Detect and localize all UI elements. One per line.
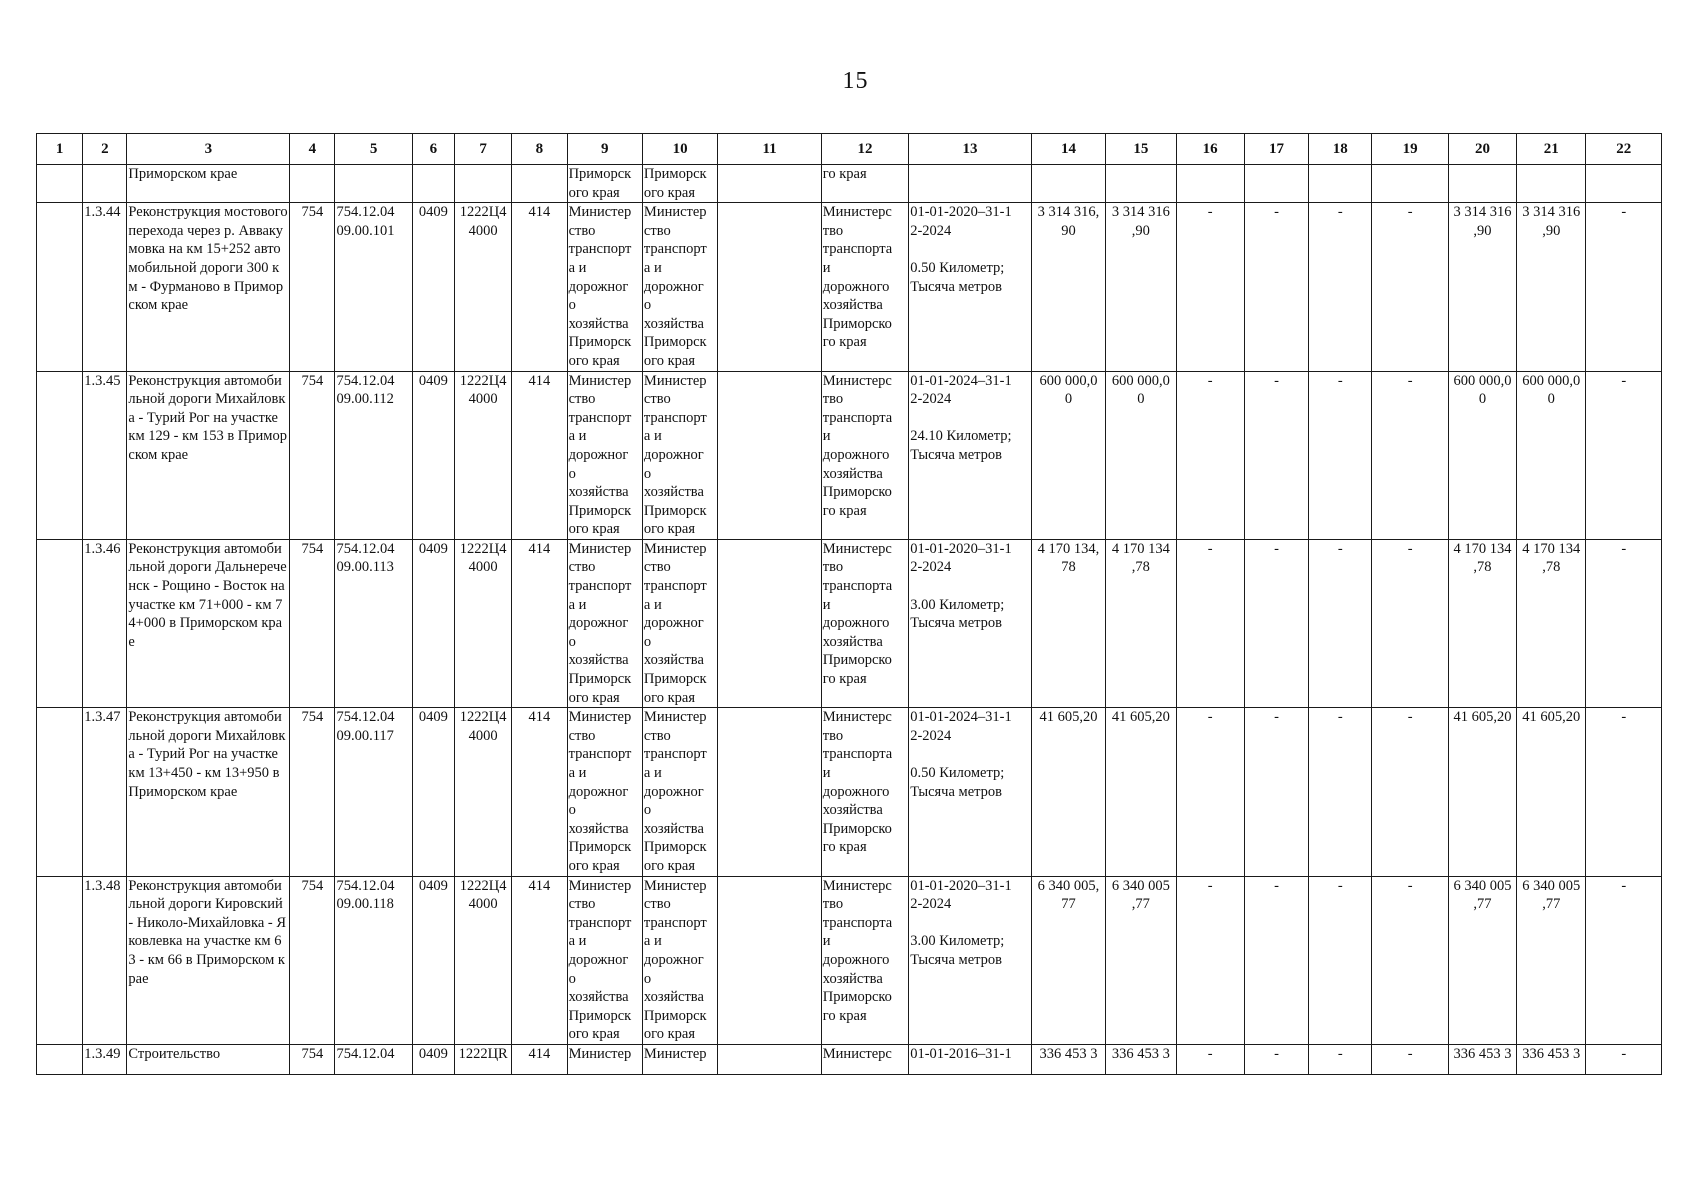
cell-c15: 336 453 3 <box>1106 1044 1176 1074</box>
cell-c21: 4 170 134 ,78 <box>1517 539 1586 707</box>
cell-c19 <box>1372 165 1448 203</box>
cell-c15: 600 000,0 0 <box>1106 371 1176 539</box>
cell-c17: - <box>1244 371 1308 539</box>
cell-c15: 3 314 316 ,90 <box>1106 203 1176 371</box>
cell-c20: 4 170 134 ,78 <box>1448 539 1516 707</box>
cell-c16: - <box>1176 708 1244 876</box>
cell-c2: 1.3.46 <box>83 539 127 707</box>
cell-c12: го края <box>821 165 908 203</box>
cell-c12: Министерс тво транспорта и дорожного хозяйства Приморско го края <box>821 708 908 876</box>
cell-c14: 3 314 316, 90 <box>1031 203 1105 371</box>
column-header-20: 20 <box>1448 134 1516 165</box>
cell-c19: - <box>1372 203 1448 371</box>
cell-c14: 41 605,20 <box>1031 708 1105 876</box>
cell-c21: 600 000,0 0 <box>1517 371 1586 539</box>
cell-c7: 1222Ц4 4000 <box>455 203 512 371</box>
data-table <box>36 133 1662 1075</box>
cell-c11 <box>718 371 822 539</box>
cell-c10: Министер ство транспорт а и дорожног о хозяйства Приморск ого края <box>642 876 717 1044</box>
cell-c4: 754 <box>290 1044 335 1074</box>
cell-c10: Министер ство транспорт а и дорожног о хозяйства Приморск ого края <box>642 708 717 876</box>
column-header-6: 6 <box>412 134 454 165</box>
cell-c14: 4 170 134, 78 <box>1031 539 1105 707</box>
cell-c14: 336 453 3 <box>1031 1044 1105 1074</box>
cell-c5: 754.12.04 09.00.118 <box>335 876 412 1044</box>
cell-c10: Министер ство транспорт а и дорожног о хозяйства Приморск ого края <box>642 539 717 707</box>
cell-c9: Министер ство транспорт а и дорожног о хозяйства Приморск ого края <box>567 876 642 1044</box>
cell-c3: Реконструкция мостового перехода через р. Аввакумовка на км 15+252 автомобильной дороги 300 км - Фурманово в Приморском крае <box>127 203 290 371</box>
cell-c14: 600 000,0 0 <box>1031 371 1105 539</box>
cell-c18: - <box>1309 539 1372 707</box>
cell-c8: 414 <box>512 1044 567 1074</box>
cell-c6 <box>412 165 454 203</box>
cell-c16: - <box>1176 539 1244 707</box>
cell-c11 <box>718 876 822 1044</box>
cell-c9: Министер <box>567 1044 642 1074</box>
cell-c11 <box>718 539 822 707</box>
column-header-11: 11 <box>718 134 822 165</box>
cell-c22: - <box>1586 539 1662 707</box>
cell-c11 <box>718 708 822 876</box>
cell-c20: 3 314 316 ,90 <box>1448 203 1516 371</box>
cell-c20: 600 000,0 0 <box>1448 371 1516 539</box>
cell-c4: 754 <box>290 203 335 371</box>
column-header-17: 17 <box>1244 134 1308 165</box>
cell-c12: Министерс тво транспорта и дорожного хозяйства Приморско го края <box>821 876 908 1044</box>
cell-c20 <box>1448 165 1516 203</box>
cell-c6: 0409 <box>412 203 454 371</box>
column-header-15: 15 <box>1106 134 1176 165</box>
cell-c22: - <box>1586 708 1662 876</box>
cell-c16: - <box>1176 371 1244 539</box>
cell-c16 <box>1176 165 1244 203</box>
column-header-3: 3 <box>127 134 290 165</box>
cell-c4 <box>290 165 335 203</box>
cell-c17: - <box>1244 1044 1308 1074</box>
cell-c4: 754 <box>290 708 335 876</box>
cell-c2: 1.3.47 <box>83 708 127 876</box>
cell-c13: 01-01-2016–31-1 <box>909 1044 1032 1074</box>
cell-c3: Реконструкция автомобильной дороги Дальнереченск - Рощино - Восток на участке км 71+000 - км 74+000 в Приморском крае <box>127 539 290 707</box>
cell-c7: 1222Ц4 4000 <box>455 539 512 707</box>
cell-c19: - <box>1372 371 1448 539</box>
cell-c14 <box>1031 165 1105 203</box>
cell-c6: 0409 <box>412 1044 454 1074</box>
cell-c13: 01-01-2020–31-1 2-2024 3.00 Километр; Тысяча метров <box>909 876 1032 1044</box>
cell-c10: Министер <box>642 1044 717 1074</box>
table-row <box>37 203 1662 371</box>
cell-c16: - <box>1176 1044 1244 1074</box>
cell-c1 <box>37 203 83 371</box>
cell-c18: - <box>1309 708 1372 876</box>
cell-c7: 1222Ц4 4000 <box>455 708 512 876</box>
cell-c17 <box>1244 165 1308 203</box>
cell-c17: - <box>1244 203 1308 371</box>
cell-c17: - <box>1244 876 1308 1044</box>
column-header-18: 18 <box>1309 134 1372 165</box>
cell-c20: 336 453 3 <box>1448 1044 1516 1074</box>
cell-c18 <box>1309 165 1372 203</box>
cell-c4: 754 <box>290 539 335 707</box>
page-number: 15 <box>842 68 869 94</box>
cell-c18: - <box>1309 1044 1372 1074</box>
cell-c17: - <box>1244 708 1308 876</box>
column-header-4: 4 <box>290 134 335 165</box>
table-row <box>37 876 1662 1044</box>
cell-c11 <box>718 203 822 371</box>
cell-c8: 414 <box>512 876 567 1044</box>
cell-c17: - <box>1244 539 1308 707</box>
cell-c18: - <box>1309 203 1372 371</box>
cell-c4: 754 <box>290 371 335 539</box>
cell-c22: - <box>1586 876 1662 1044</box>
cell-c6: 0409 <box>412 708 454 876</box>
cell-c8: 414 <box>512 708 567 876</box>
column-header-8: 8 <box>512 134 567 165</box>
column-header-16: 16 <box>1176 134 1244 165</box>
cell-c9: Министер ство транспорт а и дорожног о хозяйства Приморск ого края <box>567 371 642 539</box>
column-header-10: 10 <box>642 134 717 165</box>
cell-c13 <box>909 165 1032 203</box>
cell-c1 <box>37 165 83 203</box>
cell-c19: - <box>1372 876 1448 1044</box>
cell-c6: 0409 <box>412 539 454 707</box>
table-row <box>37 708 1662 876</box>
cell-c22: - <box>1586 371 1662 539</box>
cell-c12: Министерс тво транспорта и дорожного хозяйства Приморско го края <box>821 371 908 539</box>
column-header-5: 5 <box>335 134 412 165</box>
cell-c2: 1.3.49 <box>83 1044 127 1074</box>
cell-c10: Приморск ого края <box>642 165 717 203</box>
cell-c8 <box>512 165 567 203</box>
cell-c16: - <box>1176 203 1244 371</box>
cell-c4: 754 <box>290 876 335 1044</box>
cell-c2: 1.3.44 <box>83 203 127 371</box>
cell-c7: 1222Ц4 4000 <box>455 371 512 539</box>
table-row <box>37 1044 1662 1074</box>
cell-c21: 41 605,20 <box>1517 708 1586 876</box>
cell-c2 <box>83 165 127 203</box>
cell-c12: Министерс <box>821 1044 908 1074</box>
cell-c18: - <box>1309 876 1372 1044</box>
cell-c5: 754.12.04 <box>335 1044 412 1074</box>
cell-c6: 0409 <box>412 371 454 539</box>
column-header-7: 7 <box>455 134 512 165</box>
cell-c3: Реконструкция автомобильной дороги Михайловка - Турий Рог на участке км 129 - км 153 в Приморском крае <box>127 371 290 539</box>
cell-c1 <box>37 539 83 707</box>
cell-c9: Приморск ого края <box>567 165 642 203</box>
cell-c2: 1.3.45 <box>83 371 127 539</box>
column-header-22: 22 <box>1586 134 1662 165</box>
header-row <box>37 134 1662 165</box>
cell-c22: - <box>1586 203 1662 371</box>
table-row <box>37 539 1662 707</box>
cell-c13: 01-01-2024–31-1 2-2024 0.50 Километр; Тысяча метров <box>909 708 1032 876</box>
cell-c5: 754.12.04 09.00.112 <box>335 371 412 539</box>
cell-c3: Приморском крае <box>127 165 290 203</box>
cell-c21: 6 340 005 ,77 <box>1517 876 1586 1044</box>
cell-c19: - <box>1372 539 1448 707</box>
cell-c7: 1222ЦR <box>455 1044 512 1074</box>
cell-c5: 754.12.04 09.00.101 <box>335 203 412 371</box>
cell-c13: 01-01-2020–31-1 2-2024 0.50 Километр; Тысяча метров <box>909 203 1032 371</box>
cell-c8: 414 <box>512 371 567 539</box>
cell-c2: 1.3.48 <box>83 876 127 1044</box>
cell-c6: 0409 <box>412 876 454 1044</box>
column-header-9: 9 <box>567 134 642 165</box>
cell-c13: 01-01-2020–31-1 2-2024 3.00 Километр; Тысяча метров <box>909 539 1032 707</box>
cell-c1 <box>37 371 83 539</box>
table-row <box>37 371 1662 539</box>
cell-c13: 01-01-2024–31-1 2-2024 24.10 Километр; Тысяча метров <box>909 371 1032 539</box>
cell-c11 <box>718 165 822 203</box>
cell-c20: 41 605,20 <box>1448 708 1516 876</box>
cell-c20: 6 340 005 ,77 <box>1448 876 1516 1044</box>
cell-c8: 414 <box>512 203 567 371</box>
cell-c5: 754.12.04 09.00.117 <box>335 708 412 876</box>
cell-c15 <box>1106 165 1176 203</box>
cell-c15: 41 605,20 <box>1106 708 1176 876</box>
column-header-12: 12 <box>821 134 908 165</box>
cell-c7 <box>455 165 512 203</box>
column-header-19: 19 <box>1372 134 1448 165</box>
cell-c9: Министер ство транспорт а и дорожног о хозяйства Приморск ого края <box>567 708 642 876</box>
column-header-21: 21 <box>1517 134 1586 165</box>
column-header-2: 2 <box>83 134 127 165</box>
cell-c15: 6 340 005 ,77 <box>1106 876 1176 1044</box>
cell-c3: Реконструкция автомобильной дороги Кировский - Николо-Михайловка - Яковлевка на участке км 63 - км 66 в Приморском крае <box>127 876 290 1044</box>
cell-c21 <box>1517 165 1586 203</box>
cell-c5 <box>335 165 412 203</box>
cell-c7: 1222Ц4 4000 <box>455 876 512 1044</box>
cell-c15: 4 170 134 ,78 <box>1106 539 1176 707</box>
column-header-13: 13 <box>909 134 1032 165</box>
cell-c14: 6 340 005, 77 <box>1031 876 1105 1044</box>
cell-c10: Министер ство транспорт а и дорожног о хозяйства Приморск ого края <box>642 203 717 371</box>
cell-c11 <box>718 1044 822 1074</box>
cell-c21: 336 453 3 <box>1517 1044 1586 1074</box>
cell-c19: - <box>1372 1044 1448 1074</box>
cell-c19: - <box>1372 708 1448 876</box>
cell-c18: - <box>1309 371 1372 539</box>
cell-c9: Министер ство транспорт а и дорожног о хозяйства Приморск ого края <box>567 539 642 707</box>
cell-c16: - <box>1176 876 1244 1044</box>
cell-c1 <box>37 708 83 876</box>
cell-c9: Министер ство транспорт а и дорожног о хозяйства Приморск ого края <box>567 203 642 371</box>
cell-c12: Министерс тво транспорта и дорожного хозяйства Приморско го края <box>821 539 908 707</box>
cell-c8: 414 <box>512 539 567 707</box>
cell-c10: Министер ство транспорт а и дорожног о хозяйства Приморск ого края <box>642 371 717 539</box>
cell-c3: Реконструкция автомобильной дороги Михайловка - Турий Рог на участке км 13+450 - км 13+950 в Приморском крае <box>127 708 290 876</box>
cell-c22: - <box>1586 1044 1662 1074</box>
column-header-1: 1 <box>37 134 83 165</box>
cell-c21: 3 314 316 ,90 <box>1517 203 1586 371</box>
cell-c12: Министерс тво транспорта и дорожного хозяйства Приморско го края <box>821 203 908 371</box>
column-header-14: 14 <box>1031 134 1105 165</box>
cell-c1 <box>37 1044 83 1074</box>
continued-row <box>37 165 1662 203</box>
cell-c1 <box>37 876 83 1044</box>
cell-c3: Строительство <box>127 1044 290 1074</box>
cell-c22 <box>1586 165 1662 203</box>
cell-c5: 754.12.04 09.00.113 <box>335 539 412 707</box>
